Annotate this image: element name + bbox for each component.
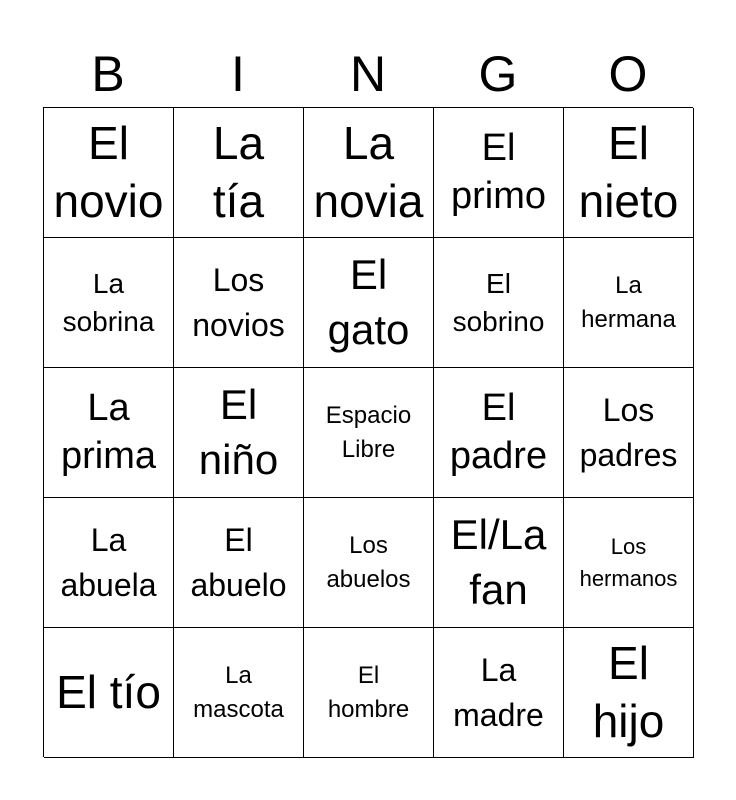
bingo-board	[43, 107, 693, 757]
bingo-cell[interactable]	[44, 238, 174, 368]
bingo-cell[interactable]	[304, 628, 434, 758]
bingo-cell[interactable]	[174, 368, 304, 498]
cell-label: La abuela	[60, 521, 157, 603]
bingo-cell[interactable]	[564, 628, 694, 758]
bingo-cell[interactable]	[304, 108, 434, 238]
free-space-cell[interactable]	[304, 368, 434, 498]
cell-label: Los novios	[192, 261, 285, 343]
cell-label: Espacio Libre	[325, 401, 412, 463]
cell-label: El/La fan	[450, 510, 547, 613]
bingo-cell[interactable]	[434, 498, 564, 628]
header-letter-o: O	[608, 46, 648, 102]
cell-label: El abuelo	[190, 521, 287, 603]
cell-label: Los hermanos	[579, 533, 678, 591]
bingo-cell[interactable]	[174, 108, 304, 238]
cell-label: El gato	[327, 250, 410, 353]
cell-label: El novio	[53, 117, 164, 227]
bingo-cell[interactable]	[434, 628, 564, 758]
header-letter-i: I	[231, 46, 245, 102]
bingo-cell[interactable]	[174, 238, 304, 368]
cell-label: La sobrina	[62, 267, 155, 337]
bingo-cell[interactable]	[434, 238, 564, 368]
cell-label: El padre	[449, 387, 548, 477]
cell-label: El hombre	[327, 661, 410, 723]
bingo-cell[interactable]	[304, 238, 434, 368]
bingo-cell[interactable]	[304, 498, 434, 628]
cell-label: El niño	[198, 380, 279, 483]
cell-label: El nieto	[578, 117, 679, 227]
cell-label: Los padres	[579, 391, 678, 473]
bingo-cell[interactable]	[564, 498, 694, 628]
bingo-cell[interactable]	[44, 628, 174, 758]
bingo-cell[interactable]	[44, 368, 174, 498]
bingo-header	[43, 40, 693, 108]
cell-label: La prima	[60, 387, 157, 477]
cell-label: El tío	[56, 665, 161, 718]
cell-label: La novia	[313, 117, 424, 227]
cell-label: La hermana	[581, 271, 676, 333]
cell-label: La mascota	[193, 661, 284, 723]
cell-label: El hijo	[592, 637, 665, 747]
bingo-cell[interactable]	[44, 498, 174, 628]
header-letter-b: B	[91, 46, 125, 102]
bingo-cell[interactable]	[564, 368, 694, 498]
bingo-cell[interactable]	[434, 368, 564, 498]
cell-label: El sobrino	[452, 267, 545, 337]
bingo-cell[interactable]	[44, 108, 174, 238]
cell-label: La tía	[212, 117, 265, 227]
cell-label: Los abuelos	[326, 531, 411, 593]
bingo-cell[interactable]	[174, 498, 304, 628]
bingo-cell[interactable]	[564, 238, 694, 368]
header-letter-g: G	[478, 46, 518, 102]
header-letter-n: N	[349, 46, 387, 102]
bingo-cell[interactable]	[434, 108, 564, 238]
cell-label: El primo	[450, 127, 547, 217]
bingo-cell[interactable]	[564, 108, 694, 238]
cell-label: La madre	[453, 651, 544, 733]
bingo-cell[interactable]	[174, 628, 304, 758]
